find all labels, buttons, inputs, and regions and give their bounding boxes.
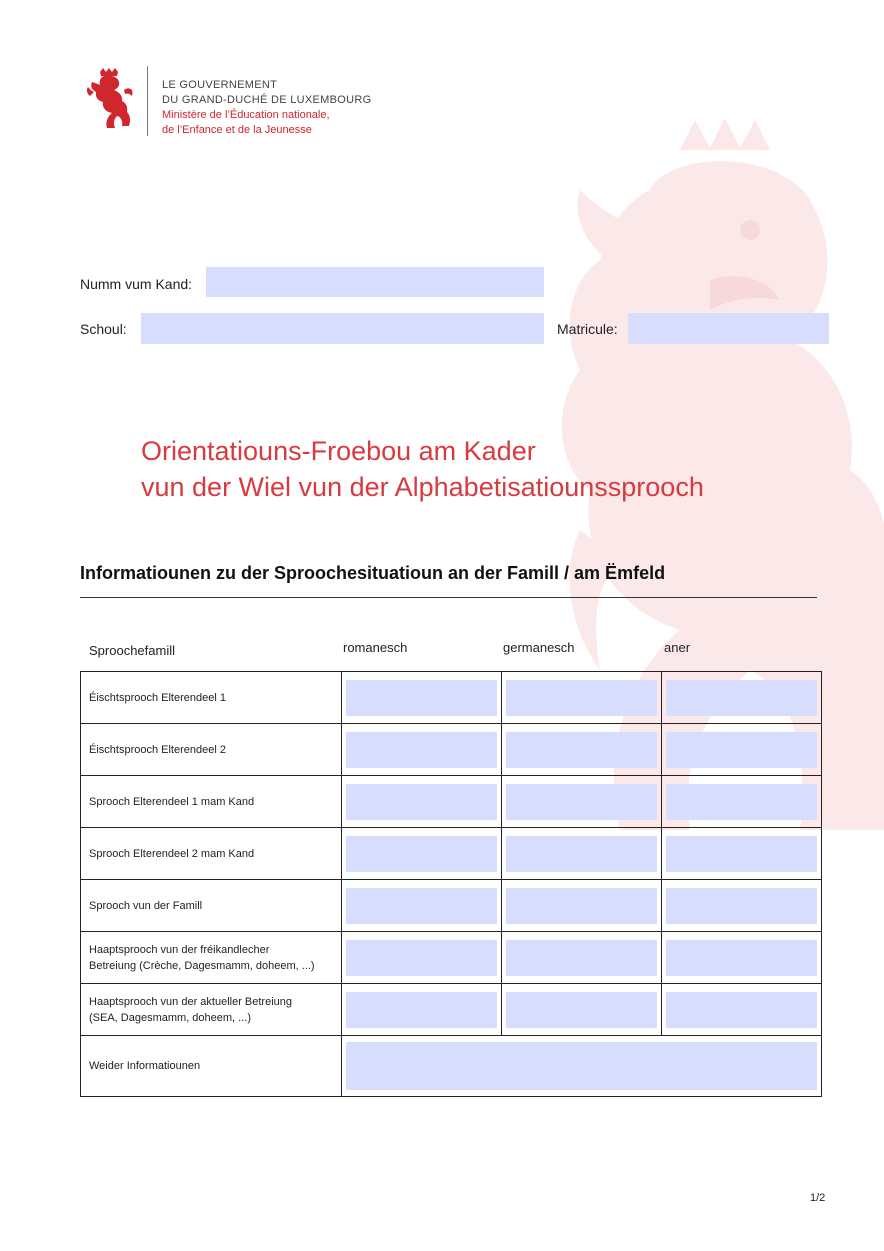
row-label-text: Éischtsprooch Elterendeel 2 [89,743,226,756]
table-row [81,880,822,932]
row-label-text: Sprooch Elterendeel 1 mam Kand [89,795,255,808]
table-row [81,672,822,724]
document-title [141,433,704,505]
document-title-line-1: Orientatiouns-Froebou am Kader [141,436,536,466]
row-label [81,776,342,828]
germanic-cell [502,932,662,984]
germanic-input-field[interactable] [506,992,657,1028]
other-cell [662,880,822,932]
romance-cell [342,880,502,932]
row-label [81,724,342,776]
romance-input-field[interactable] [346,940,497,976]
ministry-line-1: Ministère de l’Éducation nationale, [162,109,330,121]
column-header-romance: romanesch [343,640,408,655]
germanic-cell [502,776,662,828]
romance-input-field[interactable] [346,784,497,820]
other-cell [662,932,822,984]
column-header-germanic: germanesch [503,640,575,655]
romance-input-field[interactable] [346,992,497,1028]
romance-input-field[interactable] [346,888,497,924]
other-cell [662,724,822,776]
germanic-cell [502,984,662,1036]
other-input-field[interactable] [666,680,817,716]
other-input-field[interactable] [666,940,817,976]
germanic-cell [502,828,662,880]
government-line-2: DU GRAND-DUCHÉ DE LUXEMBOURG [162,94,372,106]
romance-cell [342,828,502,880]
row-label-text: Haaptsprooch vun der fréikandlecher [89,943,270,956]
table-row [81,932,822,984]
table-row [81,776,822,828]
matricule-label: Matricule: [557,321,618,337]
other-input-field[interactable] [666,836,817,872]
romance-input-field[interactable] [346,732,497,768]
column-header-language-family: Sproochefamill [89,643,175,658]
further-info-label: Weider Informatiounen [89,1060,201,1072]
germanic-cell [502,672,662,724]
row-label-text: Sprooch Elterendeel 2 mam Kand [89,847,255,860]
page-number: 1/2 [810,1192,826,1204]
other-input-field[interactable] [666,784,817,820]
germanic-input-field[interactable] [506,888,657,924]
table-row [81,1036,822,1097]
other-input-field[interactable] [666,992,817,1028]
column-header-other: aner [664,640,691,655]
school-label: Schoul: [80,321,127,337]
row-label [81,932,342,984]
other-cell [662,672,822,724]
romance-cell [342,672,502,724]
document-title-line-2: vun der Wiel vun der Alphabetisatiounssprooch [141,472,704,502]
government-logo-text [162,78,371,138]
section-divider [80,597,817,598]
section-heading: Informatiounen zu der Sproochesituatioun an der Famill / am Ëmfeld [80,563,666,583]
child-name-label: Numm vum Kand: [80,276,193,292]
government-line-1: LE GOUVERNEMENT [162,79,278,91]
romance-cell [342,932,502,984]
row-label-text: Haaptsprooch vun der aktueller Betreiung [89,995,293,1008]
school-field[interactable] [141,313,544,344]
other-cell [662,984,822,1036]
germanic-cell [502,724,662,776]
germanic-input-field[interactable] [506,836,657,872]
row-label-text: Sprooch vun der Famill [89,899,203,912]
table-row [81,828,822,880]
romance-cell [342,776,502,828]
other-input-field[interactable] [666,732,817,768]
row-label [81,1036,342,1097]
row-label [81,672,342,724]
luxembourg-lion-logo-icon [86,68,136,130]
row-label-text: Éischtsprooch Elterendeel 1 [89,691,226,704]
other-cell [662,828,822,880]
romance-input-field[interactable] [346,836,497,872]
child-name-field[interactable] [206,267,544,297]
further-info-cell [342,1036,822,1097]
row-label [81,880,342,932]
romance-input-field[interactable] [346,680,497,716]
further-info-field[interactable] [346,1042,817,1090]
germanic-input-field[interactable] [506,680,657,716]
matricule-field[interactable] [628,313,829,344]
other-cell [662,776,822,828]
ministry-line-2: de l’Enfance et de la Jeunesse [162,124,312,136]
row-label-text: (SEA, Dagesmamm, doheem, ...) [89,1011,251,1024]
table-row [81,984,822,1036]
romance-cell [342,724,502,776]
row-label-text: Betreiung (Crèche, Dagesmamm, doheem, ...) [89,959,315,972]
table-row [81,724,822,776]
other-input-field[interactable] [666,888,817,924]
language-situation-table [80,671,822,1097]
romance-cell [342,984,502,1036]
germanic-input-field[interactable] [506,784,657,820]
germanic-input-field[interactable] [506,940,657,976]
germanic-input-field[interactable] [506,732,657,768]
row-label [81,984,342,1036]
logo-divider [147,66,148,136]
row-label [81,828,342,880]
germanic-cell [502,880,662,932]
